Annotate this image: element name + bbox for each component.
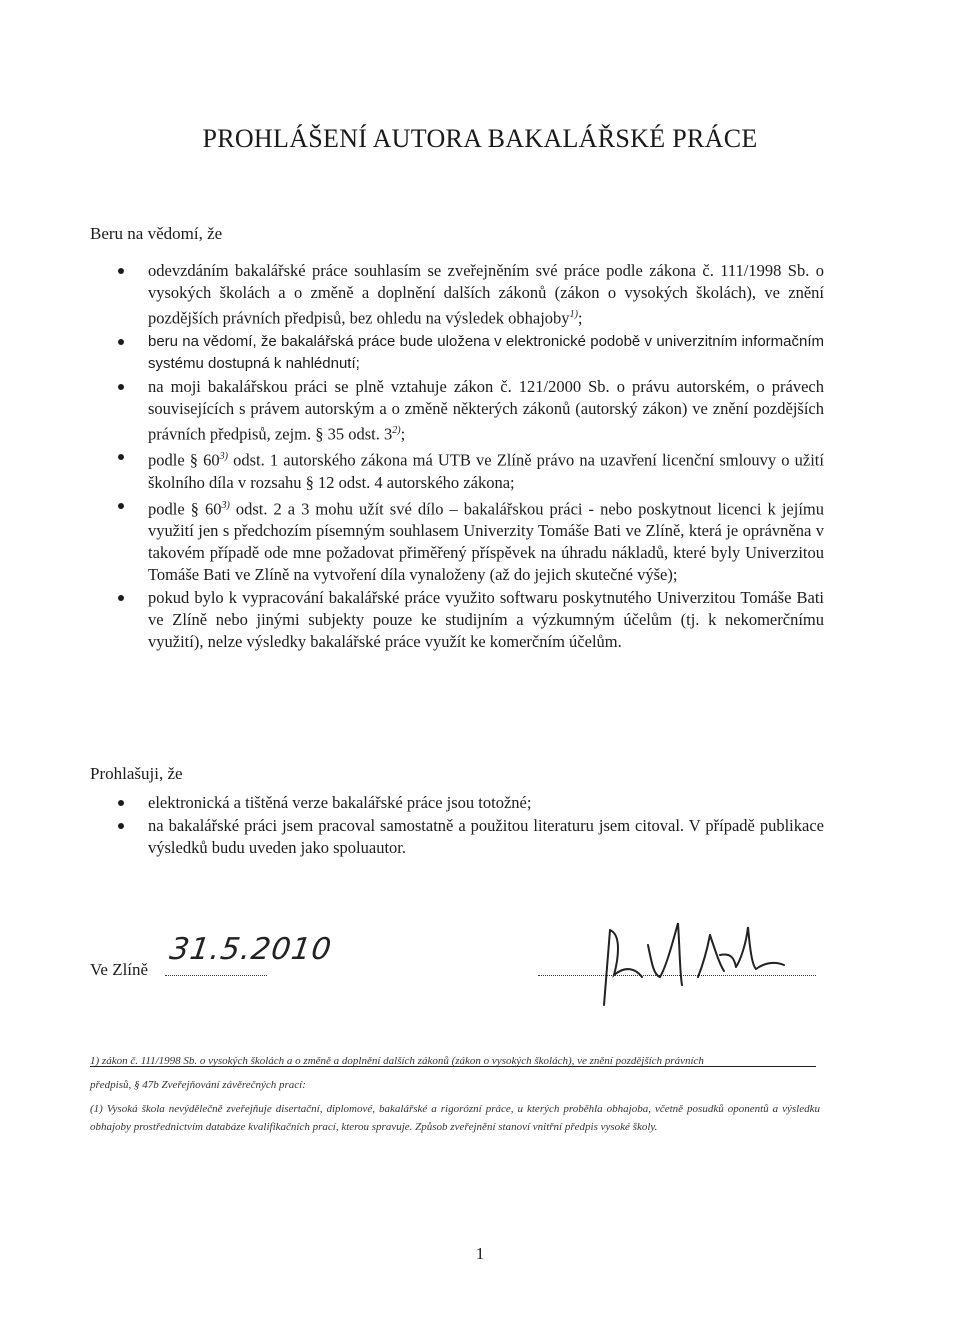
- list-item: elektronická a tištěná verze bakalářské práce jsou totožné;: [118, 792, 824, 814]
- bullet-icon: [118, 595, 124, 601]
- list-item: odevzdáním bakalářské práce souhlasím se zveřejněním své práce podle zákona č. 111/1998 Sb. o vysokých školách a o změně a doplnění dalších zákonů (zákon o vysokých školách), ve znění pozdějších právních předpisů, bez ohledu na výsledek obhajoby$^{1)}$;: [118, 260, 824, 330]
- page-title: PROHLÁŠENÍ AUTORA BAKALÁŘSKÉ PRÁCE: [202, 124, 758, 153]
- bullet-icon: [118, 268, 124, 274]
- declaration-heading: Prohlašuji, že: [90, 764, 183, 783]
- page-number: 1: [475, 1244, 485, 1263]
- handwritten-date: 31.5.2010: [167, 932, 335, 967]
- declaration-list: [118, 792, 824, 860]
- date-line: [165, 975, 267, 976]
- list-item: na bakalářské práci jsem pracoval samostatně a použitou literaturu jsem citoval. V případě publikace výsledků budu uveden jako spoluautor.: [118, 815, 824, 859]
- bullet-icon: [118, 339, 124, 345]
- list-item: podle § 60$^{3)}$ odst. 2 a 3 mohu užít své dílo – bakalářskou práci - nebo poskytnout licenci k jejímu využití jen s předchozím písemným souhlasem Univerzity Tomáše Bati ve Zlíně, která je oprávněna v takovém případě ode mne požadovat přiměřený příspěvek na úhradu nákladů, které byly Univerzitou Tomáše Bati ve Zlíně na vytvoření díla vynaloženy (až do jejich skutečné výše);: [118, 495, 824, 587]
- bullet-icon: [118, 503, 124, 509]
- footnote-3: (1) Vysoká škola nevýdělečně zveřejňuje disertační, diplomové, bakalářské a rigorózní práce, u kterých proběhla obhajoba, včetně posudků oponentů a výsledku obhajoby prostřednictvím databáze kvalifikačních prací, kterou spravuje. Způsob zveřejnění stanoví vnitřní předpis vysoké školy.: [90, 1103, 820, 1133]
- acknowledgement-list: [118, 260, 824, 654]
- bullet-icon: [118, 454, 124, 460]
- bullet-icon: [118, 800, 124, 806]
- list-item: podle § 60$^{3)}$ odst. 1 autorského zákona má UTB ve Zlíně právo na uzavření licenční smlouvy o užití školního díla v rozsahu § 12 odst. 4 autorského zákona;: [118, 446, 824, 494]
- list-item: pokud bylo k vypracování bakalářské práce využito softwaru poskytnutého Univerzitou Tomáše Bati ve Zlíně nebo jinými subjekty pouze ke studijním a výzkumným účelům (tj. k nekomerčnímu využití), nelze výsledky bakalářské práce využít ke komerčním účelům.: [118, 587, 824, 653]
- bullet-icon: [118, 384, 124, 390]
- place-label: Ve Zlíně: [90, 960, 149, 979]
- list-item: beru na vědomí, že bakalářská práce bude uložena v elektronické podobě v univerzitním informačním systému dostupná k nahlédnutí;: [118, 331, 824, 375]
- intro-text: Beru na vědomí, že: [90, 224, 223, 243]
- footnote-1: 1) zákon č. 111/1998 Sb. o vysokých školách a o změně a doplnění dalších zákonů (zákon o vysokých školách), ve znění pozdějších právních: [90, 1055, 704, 1067]
- list-item: na moji bakalářskou práci se plně vztahuje zákon č. 121/2000 Sb. o právu autorském, o právech souvisejících s právem autorským a o změně některých zákonů (autorský zákon) ve znění pozdějších právních předpisů, zejm. § 35 odst. 3$^{2)}$;: [118, 376, 824, 446]
- signature: [570, 905, 800, 1015]
- footnote-2: předpisů, § 47b Zveřejňování závěrečných prací:: [90, 1079, 306, 1091]
- bullet-icon: [118, 823, 124, 829]
- footnote-divider: [90, 1066, 816, 1067]
